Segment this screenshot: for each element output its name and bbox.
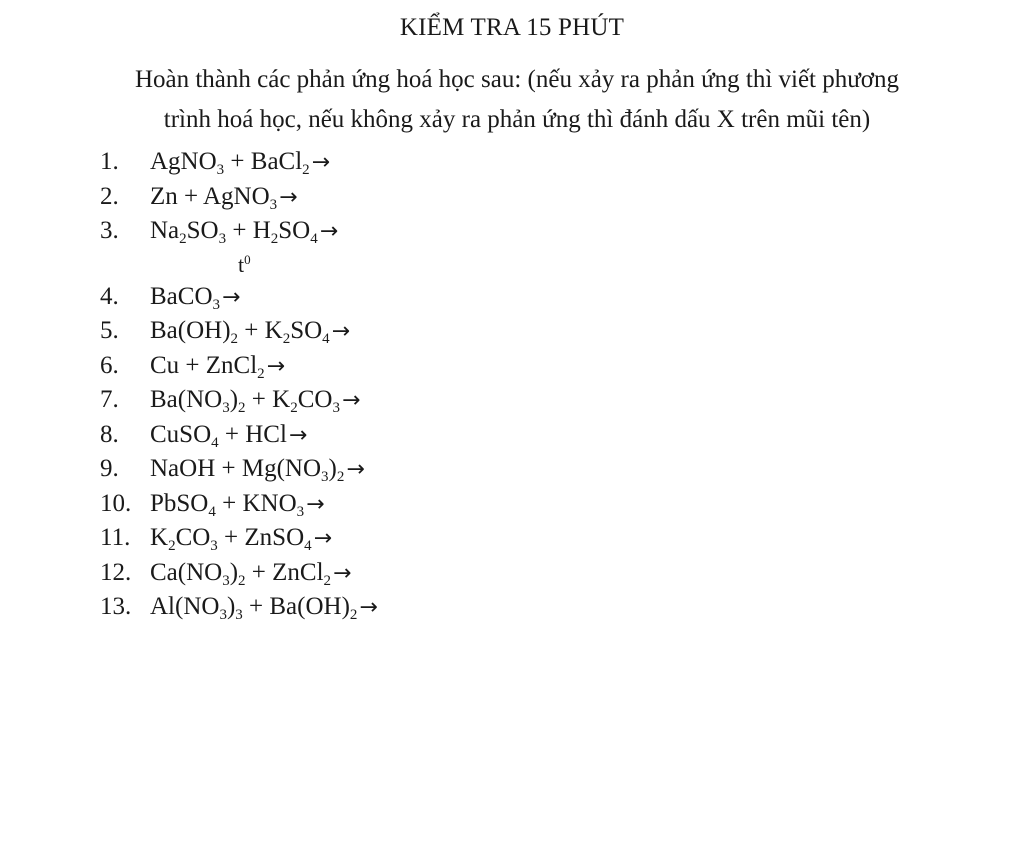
- formula-text: SO: [278, 217, 311, 244]
- reaction-number: 8.: [100, 420, 119, 448]
- subscript: 3: [235, 607, 243, 623]
- formula-text: + K: [238, 317, 283, 344]
- instructions-line-2: trình hoá học, nếu không xảy ra phản ứng thì đánh dấu X trên mũi tên): [163, 106, 871, 133]
- reaction-equation: [150, 280, 240, 316]
- heat-condition-row: [0, 249, 700, 280]
- reaction-arrow-icon: →: [313, 526, 333, 551]
- reaction-number: 6.: [100, 351, 119, 379]
- subscript: 3: [212, 296, 220, 313]
- heat-condition-t: t: [238, 251, 245, 277]
- formula-text: PbSO: [150, 489, 209, 517]
- reaction-item: [0, 452, 700, 487]
- reaction-equation: [150, 590, 378, 626]
- subscript: 3: [296, 503, 305, 520]
- reaction-equation: [150, 180, 298, 216]
- reaction-equation: [150, 487, 325, 523]
- reaction-item: [0, 280, 700, 315]
- reaction-number: 4.: [100, 282, 119, 310]
- reaction-arrow-icon: →: [222, 284, 241, 310]
- subscript: 2: [238, 572, 246, 589]
- reaction-equation: [150, 383, 360, 419]
- reaction-arrow-icon: →: [319, 219, 339, 244]
- formula-text: Al(NO: [150, 593, 220, 620]
- formula-text: ): [226, 593, 236, 620]
- subscript: 2: [270, 231, 279, 247]
- subscript: 3: [332, 400, 340, 416]
- reaction-arrow-icon: →: [306, 491, 325, 517]
- subscript: 4: [310, 231, 318, 247]
- subscript: 2: [290, 400, 298, 416]
- subscript: 2: [302, 162, 310, 178]
- reaction-number: 9.: [100, 455, 119, 482]
- formula-text: ): [328, 455, 337, 482]
- formula-text: ): [229, 558, 239, 586]
- formula-text: Ca(NO: [150, 558, 223, 586]
- heat-condition: [238, 249, 251, 280]
- reaction-number: 3.: [100, 217, 119, 244]
- formula-text: Ba(NO: [150, 386, 223, 413]
- subscript: 2: [238, 400, 246, 416]
- formula-text: + KNO: [215, 489, 297, 517]
- formula-text: CO: [297, 386, 333, 413]
- reaction-item: [0, 180, 700, 215]
- reaction-equation: [150, 314, 350, 350]
- subscript: 2: [349, 607, 358, 623]
- formula-text: + K: [245, 386, 291, 413]
- formula-text: + BaCl: [224, 148, 303, 175]
- reaction-item: [0, 590, 700, 625]
- instructions: [60, 60, 974, 140]
- reaction-equation: [150, 521, 332, 557]
- reaction-number: 11.: [100, 524, 131, 551]
- reaction-item: [0, 556, 700, 591]
- formula-text: + ZnCl: [245, 558, 324, 586]
- subscript: 3: [218, 231, 227, 247]
- formula-text: K: [150, 524, 169, 551]
- reaction-equation: [150, 556, 351, 592]
- reaction-number: 1.: [100, 148, 119, 175]
- subscript: 4: [208, 503, 216, 520]
- formula-text: + H: [226, 217, 271, 244]
- reaction-item: [0, 214, 700, 249]
- formula-text: CuSO: [150, 420, 212, 448]
- formula-text: Zn + AgNO: [150, 182, 270, 210]
- reaction-number: 13.: [100, 593, 132, 620]
- subscript: 2: [282, 331, 291, 347]
- formula-text: CO: [175, 524, 211, 551]
- subscript: 3: [216, 162, 225, 178]
- reaction-equation: [150, 214, 338, 250]
- reaction-number: 2.: [100, 182, 119, 210]
- formula-text: AgNO: [150, 148, 217, 175]
- reaction-number: 10.: [100, 489, 132, 517]
- subscript: 4: [304, 538, 312, 554]
- reaction-item: [0, 383, 700, 418]
- subscript: 2: [257, 365, 265, 382]
- formula-text: + HCl: [218, 420, 287, 448]
- formula-text: BaCO: [150, 282, 213, 310]
- reaction-arrow-icon: →: [288, 422, 308, 448]
- reaction-arrow-icon: →: [266, 353, 286, 379]
- reaction-number: 7.: [100, 386, 119, 413]
- reaction-arrow-icon: →: [346, 457, 365, 482]
- formula-text: Ba(OH): [150, 317, 231, 344]
- subscript: 3: [321, 469, 329, 485]
- reaction-item: [0, 487, 700, 522]
- reaction-arrow-icon: →: [341, 388, 361, 413]
- heat-condition-degree: 0: [244, 251, 251, 267]
- reaction-list: [0, 145, 700, 625]
- subscript: 3: [222, 572, 230, 589]
- reaction-arrow-icon: →: [333, 560, 352, 586]
- formula-text: SO: [290, 317, 323, 344]
- reaction-equation: [150, 349, 285, 385]
- reaction-arrow-icon: →: [331, 319, 351, 344]
- reaction-equation: [150, 418, 307, 454]
- subscript: 4: [211, 434, 219, 451]
- formula-text: ): [229, 386, 239, 413]
- reaction-item: [0, 314, 700, 349]
- subscript: 2: [323, 572, 332, 589]
- formula-text: Na: [150, 217, 180, 244]
- reaction-equation: [150, 452, 365, 488]
- reaction-number: 12.: [100, 558, 132, 586]
- formula-text: NaOH + Mg(NO: [150, 455, 322, 482]
- reaction-item: [0, 521, 700, 556]
- subscript: 4: [322, 331, 330, 347]
- page-title: KIỂM TRA 15 PHÚT: [399, 14, 625, 41]
- subscript: 3: [222, 400, 230, 416]
- reaction-arrow-icon: →: [311, 150, 331, 175]
- subscript: 3: [219, 607, 227, 623]
- formula-text: SO: [186, 217, 219, 244]
- formula-text: + Ba(OH): [242, 593, 350, 620]
- reaction-item: [0, 349, 700, 384]
- reaction-item: [0, 145, 700, 180]
- subscript: 2: [336, 469, 345, 485]
- reaction-arrow-icon: →: [279, 184, 298, 210]
- reaction-item: [0, 418, 700, 453]
- reaction-number: 5.: [100, 317, 119, 344]
- reaction-equation: [150, 145, 330, 181]
- subscript: 3: [269, 196, 278, 213]
- formula-text: Cu + ZnCl: [150, 351, 258, 379]
- subscript: 2: [179, 231, 187, 247]
- subscript: 3: [210, 538, 218, 554]
- formula-text: + ZnSO: [217, 524, 305, 551]
- subscript: 2: [168, 538, 176, 554]
- subscript: 2: [230, 331, 239, 347]
- reaction-arrow-icon: →: [359, 595, 378, 620]
- instructions-line-1: Hoàn thành các phản ứng hoá học sau: (nếu xảy ra phản ứng thì viết phương: [134, 66, 900, 93]
